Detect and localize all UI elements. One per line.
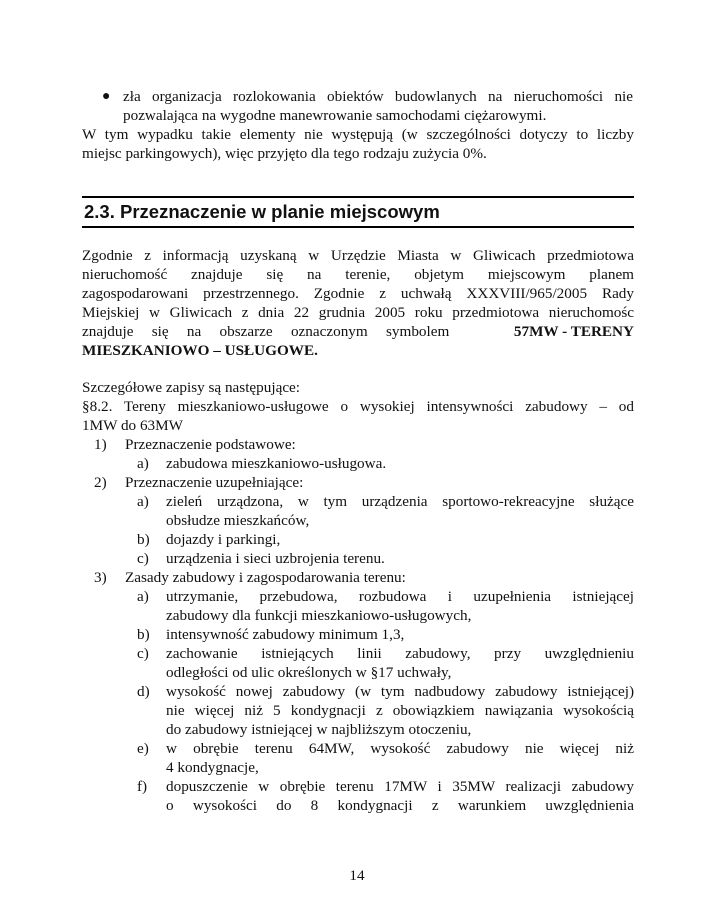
bullet-dot-icon: ● — [102, 89, 111, 104]
bullet-line: pozwalająca na wygodne manewrowanie samochodami ciężarowymi. — [123, 107, 547, 124]
sub-item-letter: b) — [137, 626, 150, 643]
sub-item-letter: a) — [137, 588, 149, 605]
item-title: Zasady zabudowy i zagospodarowania terenu: — [125, 569, 406, 586]
sub-item-text: odległości od ulic określonych w §17 uchwały, — [166, 664, 452, 681]
sub-item-text: o wysokości do 8 kondygnacji z warunkiem uwzględnienia — [166, 797, 634, 814]
item-title: Przeznaczenie podstawowe: — [125, 436, 296, 453]
sub-item — [82, 549, 634, 568]
sub-item-letter: c) — [137, 550, 149, 567]
sub-item-text: zabudowy dla funkcji mieszkaniowo-usługowych, — [166, 607, 472, 624]
section-heading — [82, 196, 634, 228]
sub-item-text: urządzenia i sieci uzbrojenia terenu. — [166, 550, 385, 567]
sub-item — [82, 644, 634, 682]
sub-item-text: utrzymanie, przebudowa, rozbudowa i uzupełnienia istniejącej — [166, 588, 634, 605]
sub-item-text: dopuszczenie w obrębie terenu 17MW i 35MW realizacji zabudowy — [166, 778, 634, 795]
sub-item-text: wysokość nowej zabudowy (w tym nadbudowy zabudowy istniejącej) — [166, 683, 634, 700]
sub-item — [82, 530, 634, 549]
sub-item-letter: a) — [137, 455, 149, 472]
sub-item-text: intensywność zabudowy minimum 1,3, — [166, 626, 405, 643]
sub-item-text: zachowanie istniejących linii zabudowy, przy uwzględnieniu — [166, 645, 634, 662]
item-title: Przeznaczenie uzupełniające: — [125, 474, 304, 491]
paragraph-line: W tym wypadku takie elementy nie występują (w szczególności dotyczy to liczby — [82, 126, 634, 143]
sub-item-text: obsłudze mieszkańców, — [166, 512, 310, 529]
sub-item — [82, 739, 634, 777]
zone-name: MIESZKANIOWO – USŁUGOWE. — [82, 342, 318, 359]
sub-item-text: zabudowa mieszkaniowo-usługowa. — [166, 455, 387, 472]
sub-item-text: 4 kondygnacje, — [166, 759, 259, 776]
sub-item — [82, 625, 634, 644]
paragraph-line: zagospodarowani przestrzennego. Zgodnie z uchwałą XXXVIII/965/2005 Rady — [82, 285, 634, 302]
item-number: 1) — [94, 436, 107, 453]
sub-item-text: w obrębie terenu 64MW, wysokość zabudowy nie więcej niż — [166, 740, 634, 757]
sub-item-letter: a) — [137, 493, 149, 510]
plan-paragraph — [82, 246, 634, 360]
sub-item-letter: d) — [137, 683, 150, 700]
paragraph-line: 1MW do 63MW — [82, 417, 183, 434]
item-number: 3) — [94, 569, 107, 586]
sub-item-letter: b) — [137, 531, 150, 548]
sub-item — [82, 777, 634, 815]
paragraph-line-symbol — [82, 322, 634, 341]
sub-item-text: do zabudowy istniejącej w najbliższym otoczeniu, — [166, 721, 472, 738]
sub-item — [82, 587, 634, 625]
paragraph-text: znajduje się na obszarze oznaczonym symbolem — [82, 323, 450, 340]
item-number: 2) — [94, 474, 107, 491]
details-intro: Szczegółowe zapisy są następujące: — [82, 379, 301, 396]
list-item — [82, 473, 634, 492]
sub-item-letter: c) — [137, 645, 149, 662]
intro-paragraph — [82, 125, 634, 163]
paragraph-line: Zgodnie z informacją uzyskaną w Urzędzie Miasta w Gliwicach przedmiotowa — [82, 247, 634, 264]
sub-item-text: zieleń urządzona, w tym urządzenia sportowo-rekreacyjne służące — [166, 493, 634, 510]
sub-item-letter: e) — [137, 740, 149, 757]
sub-item — [82, 454, 634, 473]
sub-item-text: nie więcej niż 5 kondygnacji z obowiązkiem nawiązania wysokością — [166, 702, 634, 719]
details-section — [82, 378, 634, 435]
sub-item — [82, 682, 634, 739]
paragraph-line: miejsc parkingowych), więc przyjęto dla tego rodzaju zużycia 0%. — [82, 145, 487, 162]
sub-item-text: dojazdy i parkingi, — [166, 531, 281, 548]
paragraph-line: nieruchomość znajduje się na terenie, objetym miejscowym planem — [82, 266, 634, 283]
sub-item — [82, 492, 634, 530]
section-title: 2.3. Przeznaczenie w planie miejscowym — [84, 201, 440, 222]
sub-item-letter: f) — [137, 778, 148, 795]
page-number: 14 — [349, 867, 365, 884]
zone-symbol: 57MW - TERENY — [513, 323, 634, 340]
list-item — [82, 435, 634, 454]
paragraph-line: §8.2. Tereny mieszkaniowo-usługowe o wysokiej intensywności zabudowy – od — [82, 398, 634, 415]
paragraph-line: Miejskiej w Gliwicach z dnia 22 grudnia 2005 roku przedmiotowa nieruchomośc — [82, 304, 634, 321]
bullet-line: zła organizacja rozlokowania obiektów budowlanych na nieruchomości nie — [123, 88, 633, 105]
list-item — [82, 568, 634, 587]
